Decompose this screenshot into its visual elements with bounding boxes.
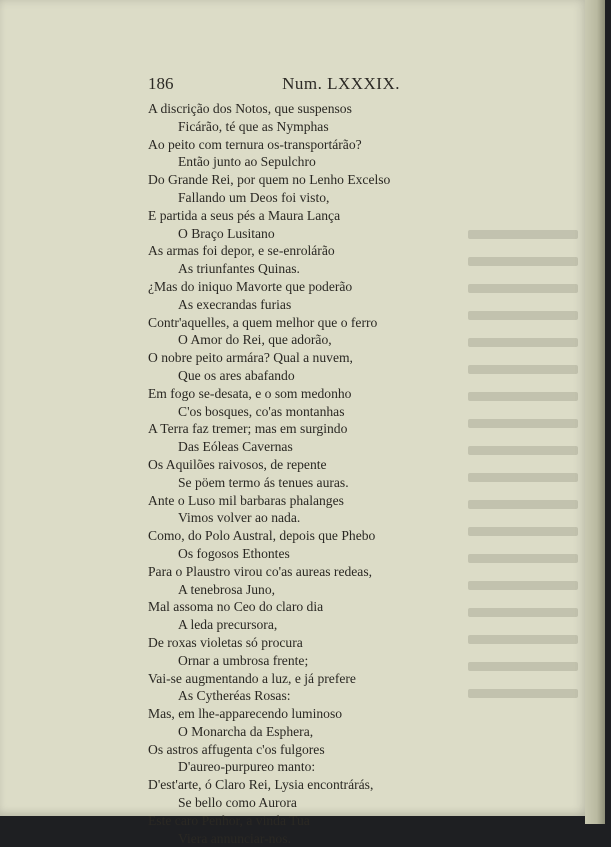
verse-line: Vimos volver ao nada. — [178, 510, 301, 526]
verse-line: Vai-se augmentando a luz, e já prefere — [148, 670, 356, 686]
poem-body — [148, 100, 448, 847]
verse-line: A Terra faz tremer; mas em surgindo — [148, 421, 348, 437]
verse-line: As Cytheréas Rosas: — [178, 688, 291, 704]
verse-line: Ante o Luso mil barbaras phalanges — [148, 492, 344, 508]
verse-line: C'os bosques, co'as montanhas — [178, 403, 345, 419]
show-through-text — [468, 230, 578, 750]
verse-line: Mas, em lhe-apparecendo luminoso — [148, 706, 343, 722]
verse-line: Mal assoma no Ceo do claro dia — [148, 599, 324, 615]
verse-line: Em fogo se-desata, e o som medonho — [148, 385, 352, 401]
verse-line: A discrição dos Notos, que suspensos — [148, 101, 352, 116]
verse-line: Fallando um Deos foi visto, — [178, 189, 330, 205]
verse-line: Então junto ao Sepulchro — [178, 154, 316, 170]
verse-line: Do Grande Rei, por quem no Lenho Excelso — [148, 172, 391, 188]
page-number: 186 — [148, 74, 174, 93]
verse-line: O Monarcha da Esphera, — [178, 723, 314, 739]
verse-line: O Amor do Rei, que adorão, — [178, 332, 332, 348]
verse-line: Para o Plaustro virou co'as aureas redeas, — [148, 563, 373, 579]
verse-line: As triunfantes Quinas. — [178, 261, 300, 277]
verse-line: Os astros affugenta c'os fulgores — [148, 741, 325, 757]
verse-line: Ao peito com ternura os-transportárão? — [148, 136, 362, 152]
verse-line: Contr'aquelles, a quem melhor que o ferro — [148, 314, 378, 330]
verse-line: Como, do Polo Austral, depois que Phebo — [148, 528, 376, 544]
verse-line: Os fogosos Ethontes — [178, 545, 290, 561]
verse-line: A leda precursora, — [178, 617, 278, 633]
verse-line: A tenebrosa Juno, — [178, 581, 276, 597]
running-head: Num. LXXXIX. — [282, 74, 400, 93]
verse-line: E partida a seus pés a Maura Lança — [148, 207, 341, 223]
verse-line: D'est'arte, ó Claro Rei, Lysia encontrárás, — [148, 777, 374, 793]
verse-line: De roxas violetas só procura — [148, 634, 303, 650]
verse-line: O nobre peito armára? Qual a nuvem, — [148, 350, 353, 366]
verse-line: ¿Mas do iniquo Mavorte que poderão — [148, 278, 353, 294]
verse-line: Este caro Penhor, a vinda Tua — [148, 812, 310, 828]
verse-line: D'aureo-purpureo manto: — [178, 759, 316, 775]
verse-line: Viera annunciar-nos. — [178, 830, 291, 846]
page-header — [148, 74, 400, 96]
verse-line: Se pöem termo ás tenues auras. — [178, 474, 349, 490]
verse-line: As execrandas furias — [178, 296, 292, 312]
verse-line: Ficárão, té que as Nymphas — [178, 118, 329, 134]
verse-line: O Braço Lusitano — [178, 225, 275, 241]
page-edge — [585, 0, 605, 824]
verse-line: Que os ares abafando — [178, 367, 295, 383]
verse-line: Os Aquilões raivosos, de repente — [148, 456, 327, 472]
verse-line: As armas foi depor, e se-enrolárão — [148, 243, 335, 259]
verse-line: Ornar a umbrosa frente; — [178, 652, 309, 668]
verse-line: Se bello como Aurora — [178, 795, 297, 811]
verse-line: Das Eóleas Cavernas — [178, 439, 293, 455]
